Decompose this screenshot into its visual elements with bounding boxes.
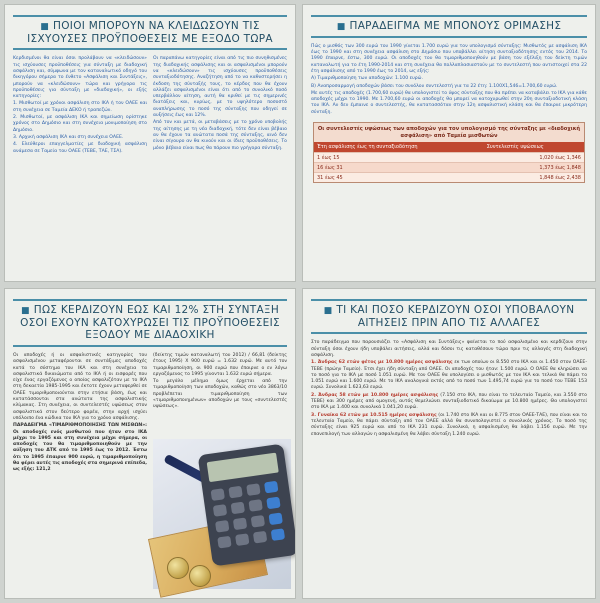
article-body <box>303 44 595 116</box>
coin-image <box>167 557 189 579</box>
table-title: Οι συντελεστές υψώσεως των αποδοχών για τον υπολογισμό της σύνταξης με «διαδοχική ασφάλιση» από Ταμεία μισθωτών <box>314 123 584 142</box>
panel-title <box>311 15 587 38</box>
table-cell: 1,848 έως 2,438 <box>484 173 584 183</box>
square-bullet-icon: ■ <box>323 306 333 316</box>
paragraph: 3. Αρχική ασφάλιση ΙΚΑ και στη συνέχεια ΟΑΕΕ. <box>13 134 124 140</box>
case-heading: 1. Άνδρας 62 ετών φέτος με 10.800 ημέρες ασφάλισης <box>311 360 453 366</box>
square-bullet-icon: ■ <box>20 306 30 316</box>
calculator-key <box>253 531 267 544</box>
paragraph: Με αυτές τις αποδοχές (1.700,60 ευρώ) θα υπολογιστεί το ύψος σύνταξης που θα πρέπει να καταβάλει το ΙΚΑ για κάθε αποδοχές μέχρι το 1990. Με 1.700,60 ευρώ οι αποδοχές θα μπορεί να κατοχυρωθεί στην 20η συνταξιοδοτική κλάση του ΙΚΑ. Αν δεν έμπαινε ο συντελεστής, θα κατατασσόταν στην 12η ασφαλιστική κλάση και θα έπαιρνε μικρότερη σύνταξη. <box>311 90 587 115</box>
case-heading: 2. Άνδρας 58 ετών με 10.800 ημέρες ασφάλισης <box>311 392 439 398</box>
calculator-key <box>228 486 242 499</box>
table-row <box>314 163 584 173</box>
paragraph: ΠΑΡΑΔΕΙΓΜΑ «ΤΙΜΑΡΙΘΜΟΠΟΙΗΣΗΣ ΤΩΝ ΜΙΣΘΩΝ»: Οι αποδοχές ενός μισθωτού που ήταν στο ΙΚΑ μέχρι το 1995 και στη συνέχεια μέχρι σήμερα, οι αποδοχές του θα τιμαριθμοποιηθούν με την αύξηση του ΔΤΚ από το 1995 έως το 2012. Έστω ότι το 1995 έπαιρνε 900 ευρώ, η τιμαριθμοποίηση θα φέρει αυτές τις αποδοχές στα σημερινά επίπεδα, ως εξής: 121,2 <box>13 423 147 473</box>
paragraph: Οι παραπάνω κατηγορίες είναι από τις πιο συνηθισμένες της διαδοχικής ασφάλισης και οι ασφαλισμένοι μπορούν να «κλειδώσουν» τις ισχύουσες προϋποθέσεις συνταξιοδότησης. Αναζήτηση από το να καθυστερήσει η έκδοση της σύνταξής τους, το κέρδος που θα έχουν αλλάζει ασφαλισμένοι είναι ότι από το συνολικό ποσό υπερβάλλον αίτηση, αυτή θα κριθεί με τις σημερινές διατάξεις και, κυρίως, με το υψηλότερο ποσοστό αναπλήρωσης το ποσό της σύνταξης που οδηγεί σε αυξήσεις έως και 12%. <box>153 56 287 119</box>
article-column-left <box>13 353 147 475</box>
paragraph: A) Τιμαριθμοποίηση των αποδοχών: 1.100 ευρώ. <box>311 76 423 82</box>
paragraph: 1. Μισθωτοί με χρόνοι ασφάλιση στο ΙΚΑ ή τον ΟΑΕΕ και στη συνέχεια σε Ταμεία ΔΕΚΟ ή τραπεζών. <box>13 101 147 113</box>
calculator-key <box>266 497 280 510</box>
calculator-key <box>213 504 227 517</box>
case-text: (7.150 στο ΙΚΑ, που είναι το τελευταίο Ταμείο, και 3.550 στο ΤΕΒΕ) και 300 ημέρες από ομογενή, αυτός θεμελιώνει συνταξιοδοτικό δικαίωμα με 10.800 ημέρες. Θα υπολογιστεί στο ΙΚΑ με 1.400 και συνολικά 1.041,20 ευρώ. <box>311 392 587 411</box>
calculator-key <box>231 502 245 515</box>
paragraph: Πώς ο μισθός των 300 ευρώ του 1990 γίνεται 1.700 ευρώ για τον υπολογισμό σύνταξης: Μισθωτός με ασφάλιση ΙΚΑ έως το 1990 και στη συνέχεια ασφάλιση στο Δημόσιο που υποβάλλει αίτηση συνταξιοδότησης εντός του 2014. Το 1990 έπαιρνε, έστω, 300 ευρώ. Οι αποδοχές του θα τιμαριθμοποιηθούν με βάση τον εξέλιξη του δείκτη τιμών καταναλωτή για το έτη 1990-2014 και στη συνέχεια θα πολλαπλασιαστούν με το συντελεστή που αντιστοιχεί στα 22 έτη ασφάλισης από το 1990 έως το 2014, ως εξής: <box>311 43 587 74</box>
panel-title-text: ΠΩΣ ΚΕΡΔΙΖΟΥΝ ΕΩΣ ΚΑΙ 12% ΣΤΗ ΣΥΝΤΑΞΗ ΟΣΟΙ ΕΧΟΥΝ ΚΑΤΟΧΥΡΩΣΕΙ ΤΙΣ ΠΡΟΫΠΟΘΕΣΕΙΣ ΕΞΟΔΟΥ ΜΕ ΔΙΑΔΟΧΙΚΗ <box>20 304 280 342</box>
paragraph: 4. Ελεύθεροι επαγγελματίες με διαδοχική ασφάλιση ανάμεσα σε Ταμεία του ΟΑΕΕ (ΤΕΒΕ, ΤΑΕ, ΤΣΑ). <box>13 142 147 154</box>
coin-image <box>189 565 211 587</box>
calculator-key <box>271 528 285 541</box>
panel-title-text: ΠΟΙΟΙ ΜΠΟΡΟΥΝ ΝΑ ΚΛΕΙΔΩΣΟΥΝ ΤΙΣ ΙΣΧΥΟΥΣΕΣ ΠΡΟΫΠΟΘΕΣΕΙΣ ΜΕ ΕΞΟΔΟ ΤΩΡΑ <box>27 20 273 45</box>
panel-title-text: ΠΑΡΑΔΕΙΓΜΑ ΜΕ ΜΠΟΝΟΥΣ ΟΡΙΜΑΣΗΣ <box>349 20 562 32</box>
case-text: (οι 1.740 στο ΙΚΑ και οι 8.775 στον ΟΑΕΕ-ΤΑΕ), που είναι και το τελευταίο Ταμείο, θα πάρει σύνταξη από τον ΟΑΕΕ αλλά θα συνυπολογιστεί ο συνολικός χρόνος. Το ποσό της σύνταξης είναι 925 ευρώ και από το ΙΚΑ 231 ευρώ. Συνολικά, η ασφαλισμένη θα λάβει 1.156 ευρώ. Με την επανεπιλογή των αλλαγών η ασφαλισμένη θα λάβει σύνταξη 1.240 ευρώ. <box>311 412 587 437</box>
table-cell: 1 έως 15 <box>314 153 484 163</box>
panel-title <box>311 299 587 334</box>
table-cell: 1,020 έως 1,346 <box>484 153 584 163</box>
panel-how-gain-12 <box>4 288 296 599</box>
article-column-right <box>153 56 287 155</box>
calculator-key <box>235 533 249 546</box>
calculator-key <box>246 483 260 496</box>
panel-example-bonus <box>302 4 596 282</box>
calculator-screen <box>207 453 279 483</box>
panel-what-gain <box>302 288 596 599</box>
paragraph: Στο παράδειγμα που παρουσιάζει το «Ασφάλιση και Συντάξεις» φαίνεται το πού ασφαλισμένο και κερδίζουν στην σύνταξη όσοι έχουν ήδη υποβάλει αιτήσεις, αλλά και δόσοι τις καταθέσουν τώρα πριν τις αλλαγές στη διαδοχική ασφάλιση. <box>311 340 587 358</box>
square-bullet-icon: ■ <box>336 22 346 32</box>
square-bullet-icon: ■ <box>40 22 50 32</box>
panel-title <box>13 299 287 347</box>
panel-title <box>13 15 287 50</box>
paragraph: Κερδισμένοι θα είναι όσοι προλάβουν να «κλειδώσουν» τις ισχύουσες προϋποθέσεις για σύνταξη με διαδοχική ασφάλιση και, σύμφωνα με τον καταναλωτικό οδηγό του δικηγόρου σήμερα το ένθετο «Ασφάλιση και Συντάξεις», μπορούν να «κλειδώσουν» τώρα και γρήγορα τις προϋποθέσεις για σύνταξη με «διαδοχική», οι εξής κατηγορίες: <box>13 56 147 100</box>
calculator-image <box>198 444 296 567</box>
calculator-key <box>268 512 282 525</box>
paragraph: Οι αποδοχές ή οι ασφαλιστικές κατηγορίες του ασφαλισμένου μεταφέρονται σε συντάξιμες αποδοχές κατά το σύστημα του ΙΚΑ και στη συνέχεια τα ασφαλιστικά δικαιώματα από το ΙΚΑ ή οι εισφορές που είχε ένας εργαζόμενος ο οποίος ασφαλιζόταν με το ΙΚΑ στη δεκαετία 1985-1995 και έκτοτε έχουν μεταφερθεί σε ΟΑΕΕ τιμαριθμοποιούνται στην ετήσια βάση, έως και κατατάσσονται στα ανώτατα της ασφαλιστικής κλίμακας. Στη συνέχεια, οι συντελεστές υψώσεως στον ασφαλιστικά στον δεύτερο φορέα, στην αρχή ισχύει υπόλοιπο ένα κώδικα του ΙΚΑ για το χρόνο ασφάλισης. <box>13 352 147 421</box>
paragraph: (δείκτης τιμών καταναλωτή του 2012) / 66,81 (δείκτης έτους 1995) Χ 900 ευρώ = 1.632 ευρώ. Με αυτό τον τιμαριθμοποίηση, οι 900 ευρώ που έπαιρνε ο εν λόγω εργαζόμενος το 1995 γίνονται 1.632 ευρώ σήμερα. <box>153 352 287 377</box>
table-row <box>314 173 584 183</box>
table-header: Έτη ασφάλισης έως τη συνταξιοδότηση <box>314 142 484 153</box>
calculator-key <box>215 520 229 533</box>
table-cell: 1,373 έως 1,848 <box>484 163 584 173</box>
case-text: εκ των οποίων οι 8.550 στο ΙΚΑ και οι 1.450 στον ΟΑΕΕ-ΤΕΒΕ (πρώην Ταμείο). Έτσι έχει ήδη σύνταξη από ΟΑΕΕ. Οι αποδοχές του ήταν: 1.500 ευρώ. Ο ΟΑΕΕ θα κληρώσει να το ποσό για το ΙΚΑ με ποσό 1.051 ευρώ. Με τον ΟΑΕΕ θα υπολογίσει ο μισθωτός με τον ΙΚΑ και τελικά θα πάρει το 1.051 ευρώ και 1.600 ευρώ. Με το ΙΚΑ αναλογικά εκτός από το ποσό των 1.495,74 ευρώ για το ποσό του ΤΕΒΕ 153 ευρώ. Συνολικά 1.623,63 ευρώ. <box>311 360 587 391</box>
paragraph: Από τον και μετά, οι μεταβάσεις με το χρόνο υποβολής της αίτησης με τη νέα διαδοχική, τότε δεν είναι βέβαιο αν θα έχουν τα ανώτατα ποσά της σύνταξης, αινό δεν είναι σίγουρο αν θα κινούν και οι ίδιες προϋποθέσεις. Το μόνο βέβαιο είναι πως θα πάρουν πιο γρήγορα σύνταξη. <box>153 120 287 151</box>
paragraph: B) Αναπροσαρμογή αποδοχών βάσει του συνόλου συντελεστή για τα 22 έτη: 1.100Χ1,546=1.700,60 ευρώ. <box>311 83 558 89</box>
calculator-key <box>217 536 231 549</box>
article-body <box>303 340 595 437</box>
calculator-money-photo <box>153 439 291 589</box>
paragraph: Το μεγάλο μέλημα όμως έρχεται από την τιμαριθμοποίηση των αποδοχών, καθώς στο νέο 3863/10 προβλέπεται τιμαριθμοποίηση των «τιμαριθμοποιημένων» αποδοχών με τους «συντελεστές υψώσεως». <box>153 379 287 410</box>
table-cell: 16 έως 31 <box>314 163 484 173</box>
panel-title-text: ΤΙ ΚΑΙ ΠΟΣΟ ΚΕΡΔΙΖΟΥΝ ΟΣΟΙ ΥΠΟΒΑΛΟΥΝ ΑΙΤΗΣΕΙΣ ΠΡΙΝ ΑΠΟ ΤΙΣ ΑΛΛΑΓΕΣ <box>336 304 575 329</box>
paragraph: 2. Μισθωτοί, με ασφάλιση ΙΚΑ και σημείωση ορίστηκε χρόνος στο Δημόσιο και στη συνέχεια μονιμοποίηση στο Δημόσιο. <box>13 115 147 133</box>
calculator-key <box>264 481 278 494</box>
table-header: Συντελεστές υψώσεως <box>484 142 584 153</box>
panel-who-can-lock <box>4 4 296 282</box>
table-cell: 31 έως 45 <box>314 173 484 183</box>
calculator-key <box>248 499 262 512</box>
calculator-key <box>233 517 247 530</box>
table-row <box>314 153 584 163</box>
article-column-left <box>13 56 147 155</box>
coefficients-table <box>313 122 585 183</box>
case-heading: 3. Γυναίκα 62 ετών με 10.515 ημέρες ασφάλισης <box>311 412 437 418</box>
calculator-key <box>251 515 265 528</box>
calculator-key <box>211 488 225 501</box>
